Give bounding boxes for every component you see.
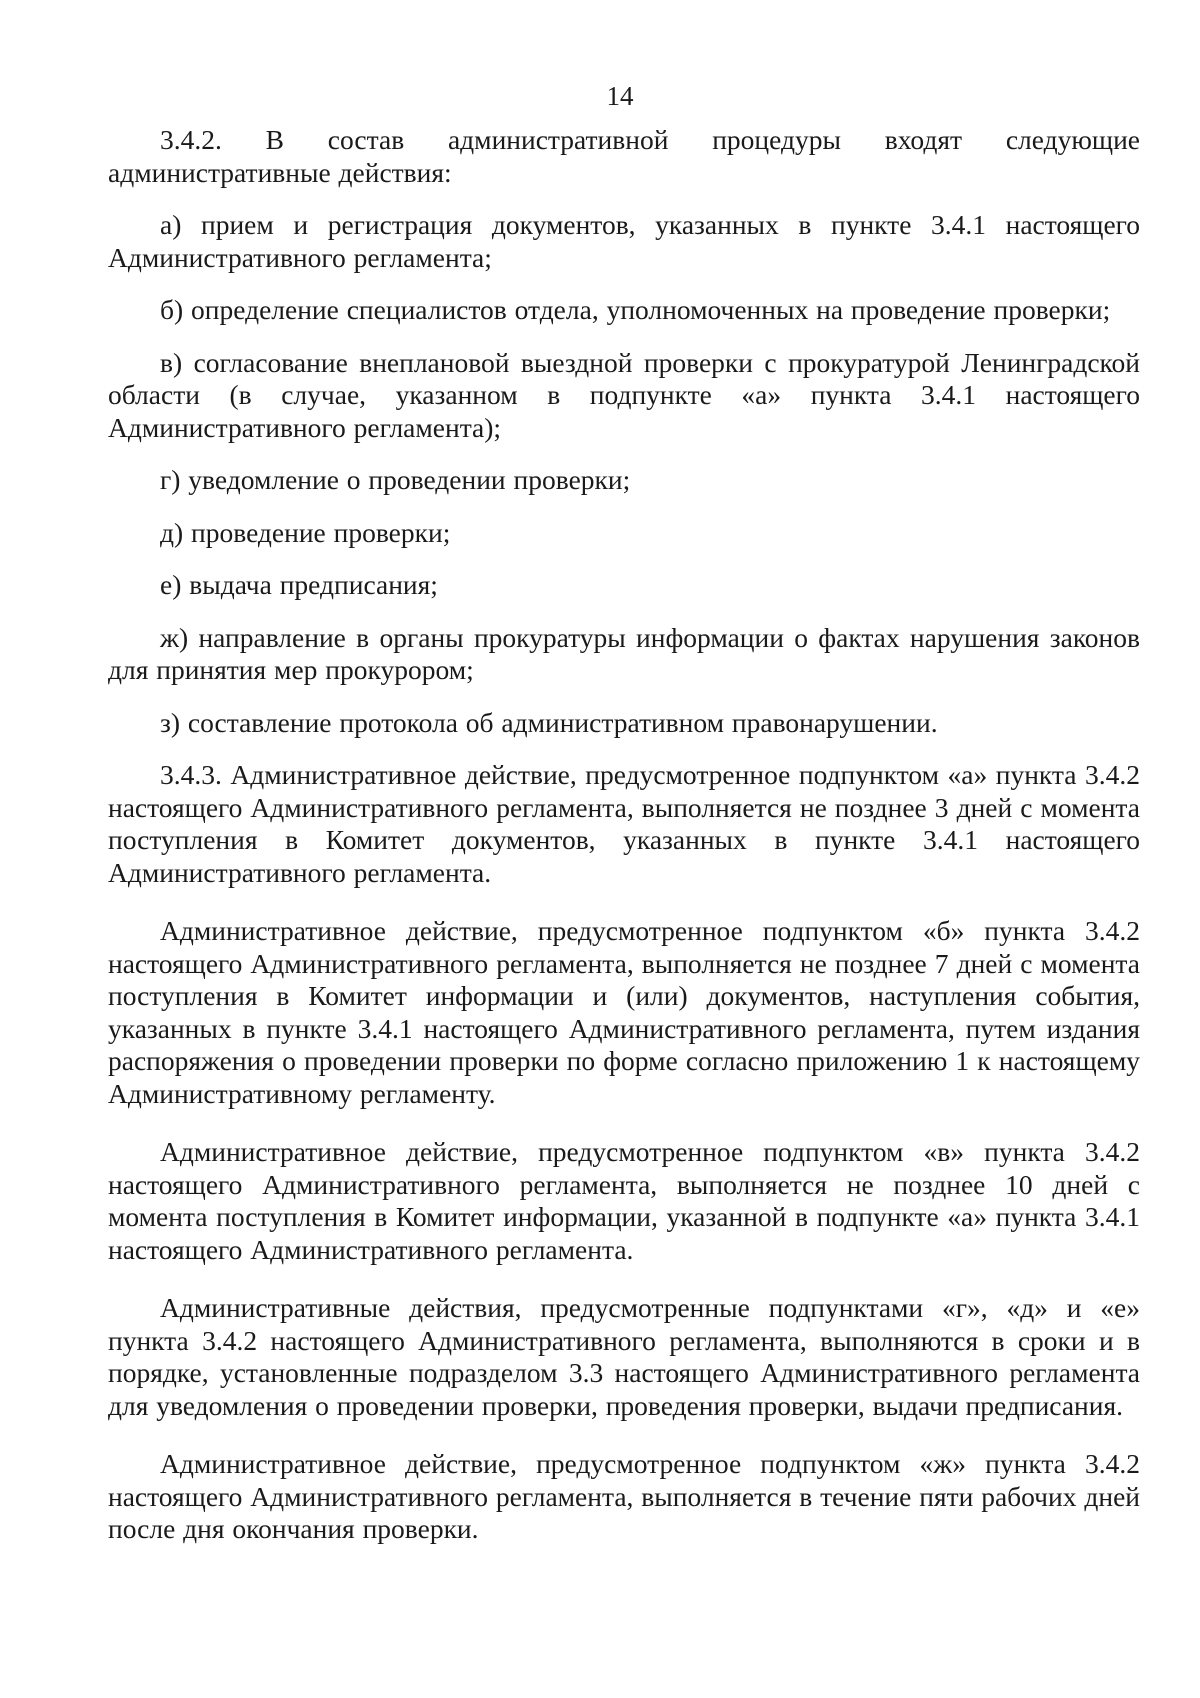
paragraph-3-4-3: 3.4.3. Административное действие, предусмотренное подпунктом «а» пункта 3.4.2 настоящего Административного регламента, выполняется не позднее 3 дней с момента поступления в Комитет документов, указанных в пункте 3.4.1 настоящего Административного регламента. [108, 759, 1140, 888]
document-body [108, 124, 1140, 1566]
list-item-b: б) определение специалистов отдела, уполномоченных на проведение проверки; [160, 294, 1111, 325]
list-item-v: в) согласование внеплановой выездной проверки с прокуратурой Ленинградской области (в случае, указанном в подпункте «а» пункта 3.4.1 настоящего Административного регламента); [108, 346, 1140, 443]
page-number: 14 [606, 81, 634, 111]
list-item-a: а) прием и регистрация документов, указанных в пункте 3.4.1 настоящего Административного регламента; [108, 209, 1140, 273]
list-item-d: д) проведение проверки; [160, 516, 451, 548]
list-item-zh: ж) направление в органы прокуратуры информации о фактах нарушения законов для принятия мер прокурором; [108, 621, 1140, 685]
paragraph-action-zh: Административное действие, предусмотренное подпунктом «ж» пункта 3.4.2 настоящего Административного регламента, выполняется в течение пяти рабочих дней после дня окончания проверки. [108, 1448, 1140, 1544]
list-item-e: е) выдача предписания; [160, 569, 438, 600]
paragraph-action-b: Административное действие, предусмотренное подпунктом «б» пункта 3.4.2 настоящего Административного регламента, выполняется не позднее 7 дней с момента поступления в Комитет информации и (или) документов, наступления события, указанных в пункте 3.4.1 настоящего Административного регламента, путем издания распоряжения о проведении проверки по форме согласно приложению 1 к настоящему Административному регламенту. [108, 915, 1140, 1109]
paragraph-actions-g-d-e: Административные действия, предусмотренные подпунктами «г», «д» и «е» пункта 3.4.2 настоящего Административного регламента, выполняются в сроки и в порядке, установленные подразделом 3.3 настоящего Административного регламента для уведомления о проведении проверки, проведения проверки, выдачи предписания. [108, 1292, 1140, 1421]
list-item-z: з) составление протокола об административном правонарушении. [160, 706, 938, 738]
paragraph-3-4-2: 3.4.2. В состав административной процедуры входят следующие административные действия: [108, 124, 1140, 188]
list-item-g: г) уведомление о проведении проверки; [160, 464, 631, 495]
paragraph-action-v: Административное действие, предусмотренное подпунктом «в» пункта 3.4.2 настоящего Административного регламента, выполняется не позднее 10 дней с момента поступления в Комитет информации, указанной в подпункте «а» пункта 3.4.1 настоящего Административного регламента. [108, 1136, 1140, 1265]
